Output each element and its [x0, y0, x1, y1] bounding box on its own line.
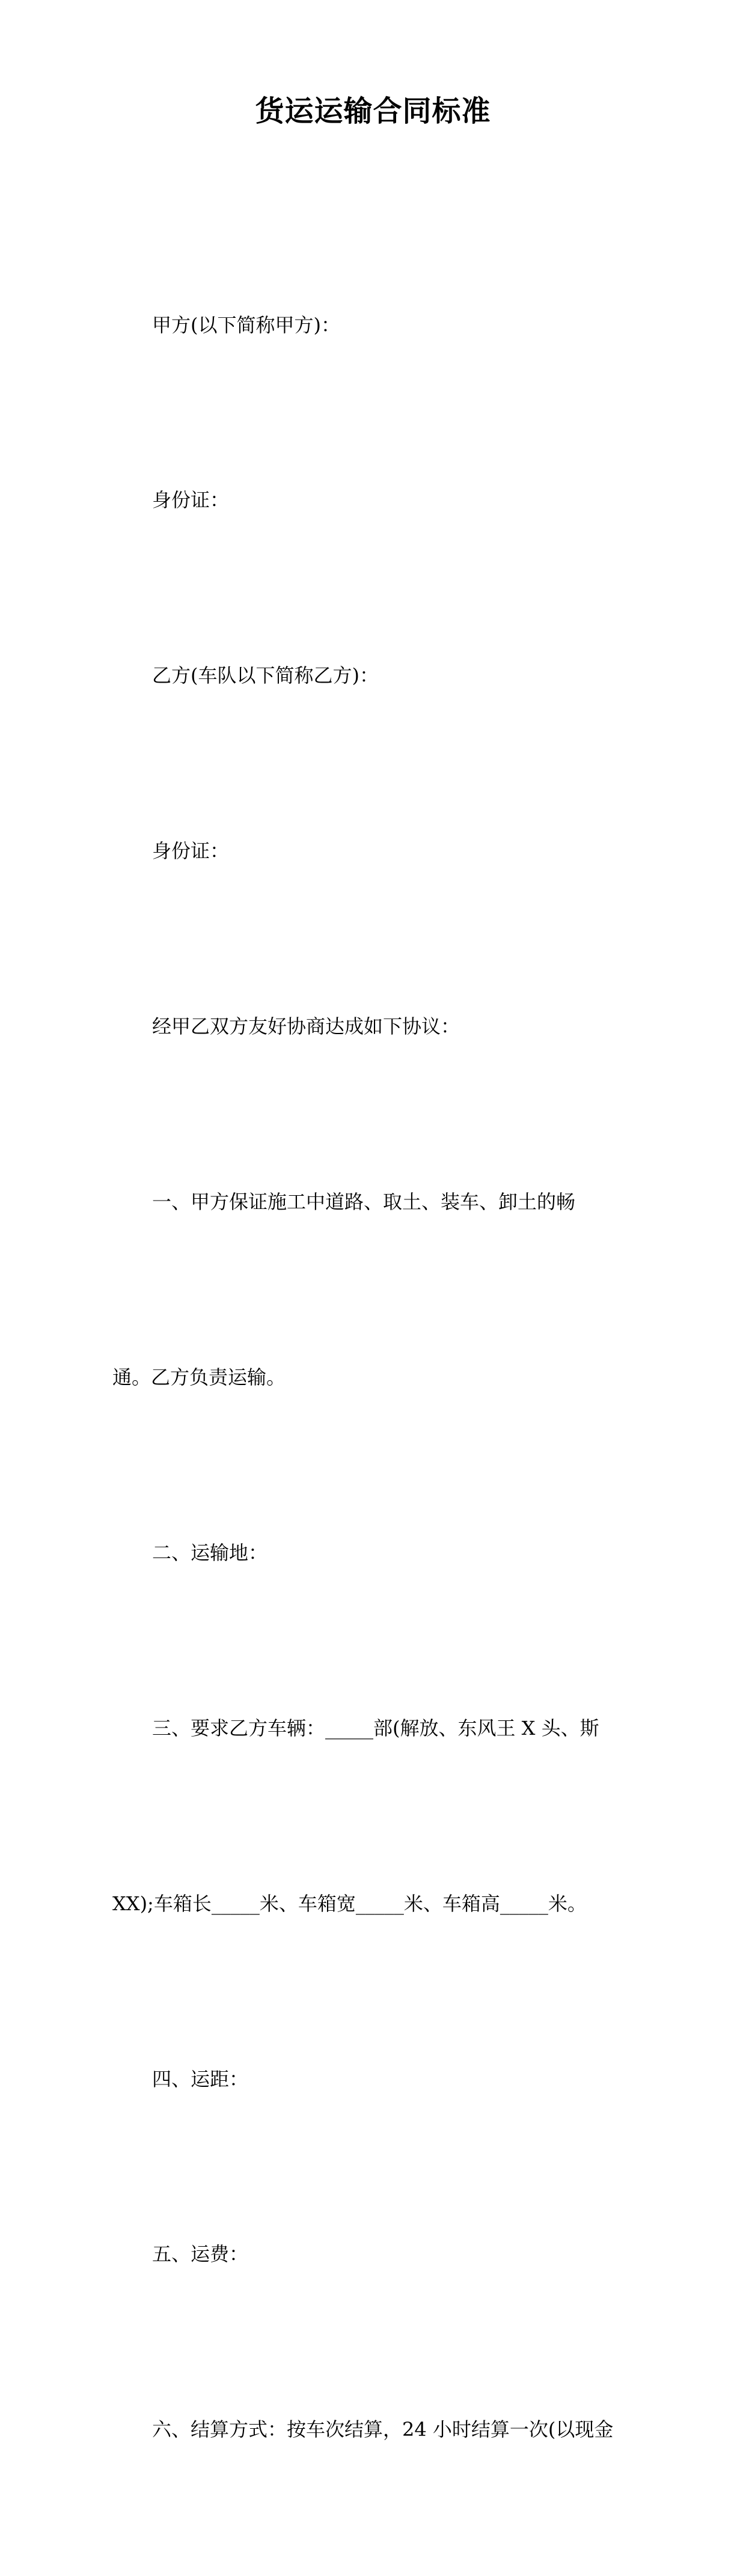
clause-3-line-2: XX);车箱长_____米、车箱宽_____米、车箱高_____米。 [112, 1892, 587, 1915]
clause-5-line: 五、运费： [152, 2243, 249, 2266]
document-body [112, 179, 635, 2576]
party-b-line: 乙方(车队以下简称乙方)： [152, 664, 379, 687]
clause-1-line-1: 一、甲方保证施工中道路、取土、装车、卸土的畅 [152, 1190, 576, 1214]
party-a-line: 甲方(以下简称甲方)： [152, 313, 340, 336]
document-title: 货运运输合同标准 [255, 94, 491, 128]
clause-4-line: 四、运距： [152, 2067, 249, 2090]
party-b-id-line: 身份证： [152, 839, 230, 863]
party-a-id-line: 身份证： [152, 489, 230, 512]
agreement-intro-line: 经甲乙双方友好协商达成如下协议： [152, 1015, 460, 1038]
clause-1-line-2: 通。乙方负责运输。 [112, 1365, 286, 1389]
clause-2-line: 二、运输地： [152, 1541, 268, 1564]
clause-3-line-1: 三、要求乙方车辆：_____部(解放、东风王 X 头、斯 [152, 1716, 599, 1740]
clause-6-line-1: 六、结算方式：按车次结算，24 小时结算一次(以现金 [152, 2418, 614, 2441]
